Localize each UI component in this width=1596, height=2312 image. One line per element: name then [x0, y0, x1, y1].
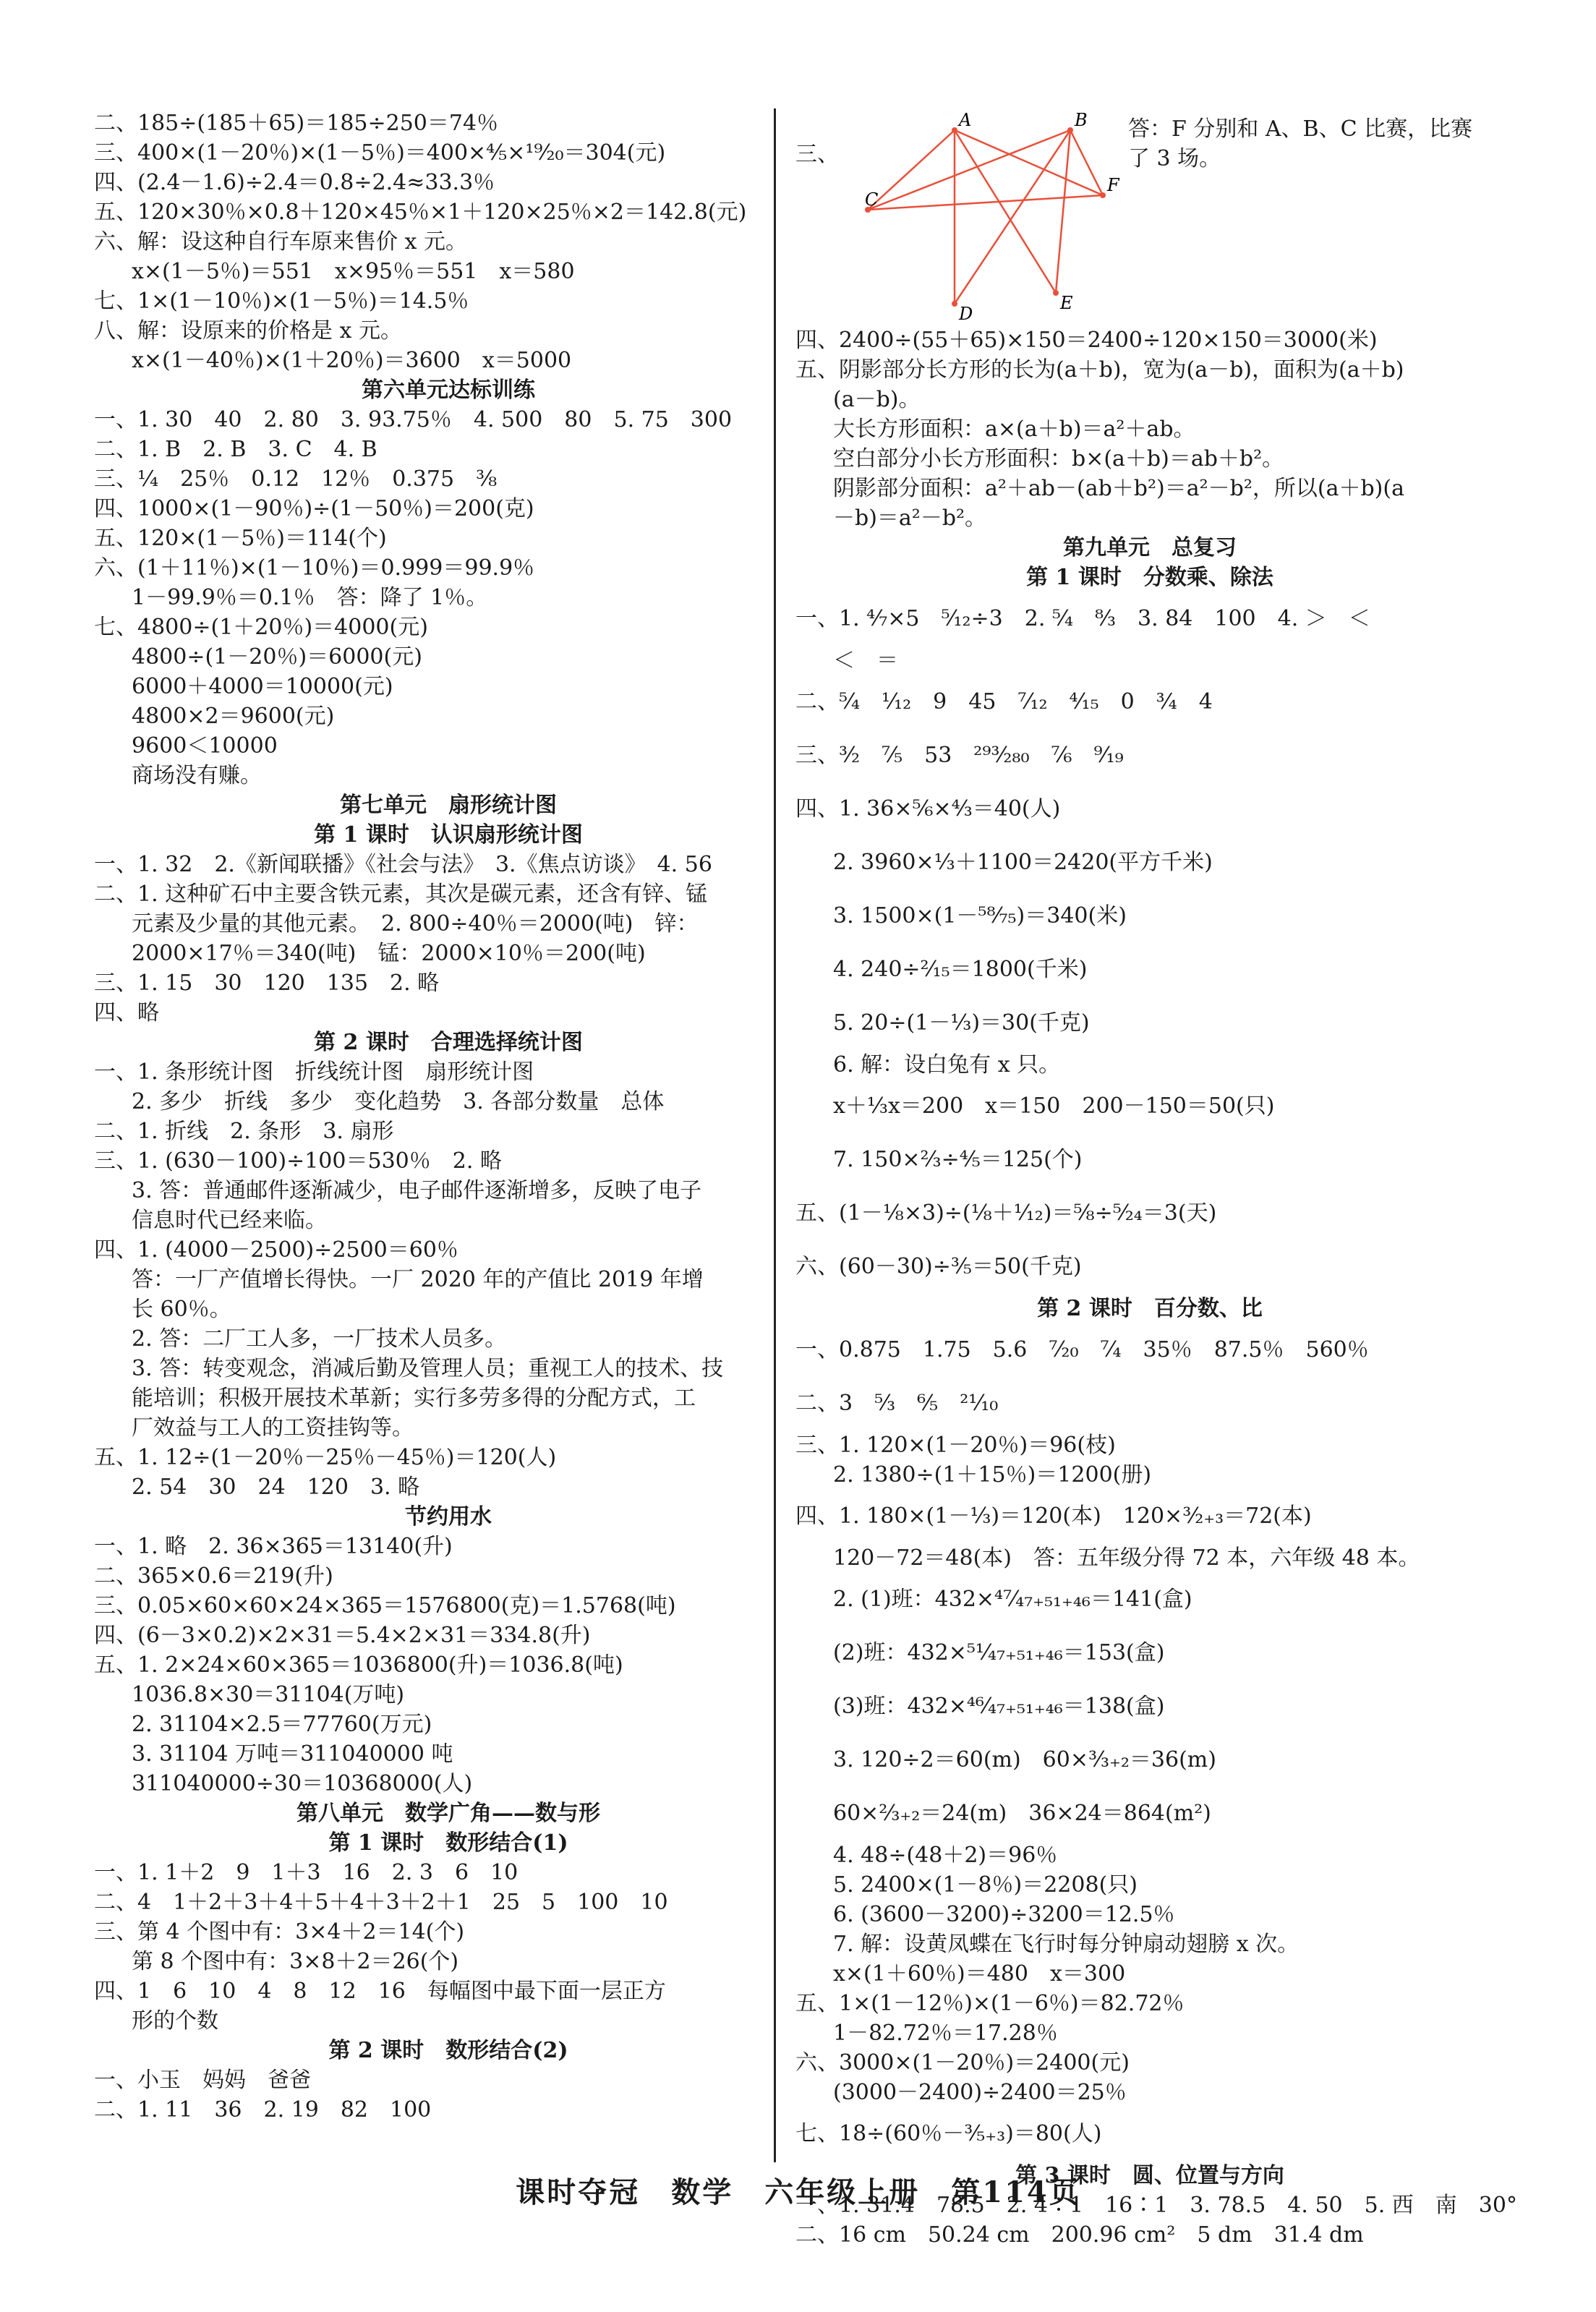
graph-node-label: E	[1060, 293, 1073, 313]
answer-line: 七、18÷(60％－³⁄₅₊₃)＝80(人)	[795, 2121, 1102, 2146]
answer-line: 4. 240÷²⁄₁₅＝1800(千米)	[833, 957, 1088, 982]
answer-line: 4800×2＝9600(元)	[132, 704, 335, 729]
answer-line: 7. 解：设黄凤蝶在飞行时每分钟扇动翅膀 x 次。	[833, 1932, 1300, 1957]
answer-line: 三、1. 120×(1－20％)＝96(枝)	[795, 1433, 1116, 1458]
answer-line: 五、1×(1－12％)×(1－6％)＝82.72％	[795, 1991, 1185, 2016]
answer-line: 三、400×(1－20％)×(1－5％)＝400×⁴⁄₅×¹⁹⁄₂₀＝304(元)	[94, 140, 666, 166]
answer-line: 能培训；积极开展技术革新；实行多劳多得的分配方式，工	[132, 1386, 696, 1411]
answer-line: 二、16 cm 50.24 cm 200.96 cm² 5 dm 31.4 dm	[795, 2222, 1364, 2248]
answer-line: 5. 20÷(1－⅓)＝30(千克)	[833, 1010, 1090, 1036]
answer-line: (a－b)。	[833, 387, 921, 412]
answer-line: 阴影部分面积：a²＋ab－(ab＋b²)＝a²－b²，所以(a＋b)(a	[833, 476, 1404, 501]
section-heading: 节约用水	[405, 1504, 492, 1530]
answer-line: 2. 多少 折线 多少 变化趋势 3. 各部分数量 总体	[132, 1089, 665, 1114]
answer-line: 60×²⁄₃₊₂＝24(m) 36×24＝864(m²)	[833, 1801, 1211, 1826]
answer-line: 三、0.05×60×60×24×365＝1576800(克)＝1.5768(吨)	[94, 1593, 676, 1618]
graph-block	[795, 108, 1504, 325]
answer-line: 六、3000×(1－20％)＝2400(元)	[795, 2050, 1130, 2076]
graph-node-E	[1053, 290, 1059, 296]
column-divider	[774, 108, 776, 2162]
answer-line: 一、1. ⁴⁄₇×5 ⁵⁄₁₂÷3 2. ⁵⁄₄ ⁸⁄₃ 3. 84 100 4. ＞ ＜	[795, 606, 1370, 631]
answer-line: x×(1－5％)＝551 x×95％＝551 x＝580	[132, 259, 575, 284]
graph-node-D	[952, 301, 957, 307]
section-heading: 第七单元 扇形统计图	[340, 793, 557, 818]
answer-line: 四、1000×(1－90％)÷(1－50％)＝200(克)	[94, 496, 534, 521]
answer-line: 6000＋4000＝10000(元)	[132, 674, 393, 699]
answer-line: 四、1 6 10 4 8 12 16 每幅图中最下面一层正方	[94, 1979, 666, 2004]
answer-line: 4800÷(1－20％)＝6000(元)	[132, 644, 422, 670]
graph-edge-BF	[1070, 130, 1103, 195]
answer-line: 五、120×(1－5％)＝114(个)	[94, 526, 387, 551]
answer-line: 七、1×(1－10％)×(1－5％)＝14.5％	[94, 289, 469, 314]
answer-line: 六、(60－30)÷⅗＝50(千克)	[795, 1254, 1082, 1279]
answer-line: 二、⁵⁄₄ ¹⁄₁₂ 9 45 ⁷⁄₁₂ ⁴⁄₁₅ 0 ¾ 4	[795, 689, 1213, 714]
answer-line: 2. 54 30 24 120 3. 略	[132, 1475, 420, 1500]
answer-line: 二、1. 这种矿石中主要含铁元素，其次是碳元素，还含有锌、锰	[94, 882, 708, 907]
graph-node-A	[952, 127, 957, 133]
answer-line: 一、1. 略 2. 36×365＝13140(升)	[94, 1534, 453, 1559]
section-heading: 第八单元 数学广角——数与形	[296, 1801, 600, 1826]
right-column	[795, 108, 1517, 2250]
answer-line: 五、1. 12÷(1－20％－25％－45％)＝120(人)	[94, 1445, 557, 1470]
answer-line: (3000－2400)÷2400＝25％	[833, 2080, 1127, 2105]
answer-line: 四、1. 180×(1－⅓)＝120(本) 120×³⁄₂₊₃＝72(本)	[795, 1503, 1312, 1529]
answer-line: 一、0.875 1.75 5.6 ⁷⁄₂₀ ⁷⁄₄ 35％ 87.5％ 560％	[795, 1337, 1369, 1362]
section-heading: 第 3 课时 圆、位置与方向	[1015, 2163, 1284, 2188]
answer-line: x×(1＋60％)＝480 x＝300	[833, 1961, 1126, 1987]
section-heading: 第 1 课时 数形结合(1)	[328, 1830, 568, 1856]
answer-line: 3. 31104 万吨＝311040000 吨	[132, 1741, 453, 1767]
answer-line: 二、4 1＋2＋3＋4＋5＋4＋3＋2＋1 25 5 100 10	[94, 1890, 668, 1915]
answer-line: 4. 48÷(48＋2)＝96％	[833, 1843, 1058, 1868]
answer-line: 9600＜10000	[132, 733, 278, 759]
answer-line: 四、(2.4－1.6)÷2.4＝0.8÷2.4≈33.3％	[94, 170, 495, 195]
answer-line: 3. 120÷2＝60(m) 60×³⁄₃₊₂＝36(m)	[833, 1747, 1216, 1773]
section-heading: 第九单元 总复习	[1063, 535, 1237, 560]
right-lines	[795, 325, 1517, 2250]
answer-line: 2. (1)班：432×⁴⁷⁄₄₇₊₅₁₊₄₆＝141(盒)	[833, 1587, 1192, 1612]
graph-node-label: B	[1075, 110, 1088, 130]
answer-line: 四、1. (4000－2500)÷2500＝60％	[94, 1237, 458, 1263]
answer-line: 商场没有赚。	[132, 763, 262, 788]
answer-line: 六、解：设这种自行车原来售价 x 元。	[94, 229, 467, 255]
graph-edge-BC	[868, 130, 1070, 210]
answer-line: 三、³⁄₂ ⁷⁄₅ 53 ²⁹³⁄₂₈₀ ⁷⁄₆ ⁹⁄₁₉	[795, 743, 1124, 768]
section-heading: 第 2 课时 百分数、比	[1037, 1296, 1263, 1321]
answer-line: (3)班：432×⁴⁶⁄₄₇₊₅₁₊₄₆＝138(盒)	[833, 1694, 1165, 1719]
answer-line: 二、1. 11 36 2. 19 82 100	[94, 2097, 432, 2123]
page-footer: 课时夺冠 数学 六年级上册 第114页	[516, 2175, 1080, 2209]
answer-line: 四、(6－3×0.2)×2×31＝5.4×2×31＝334.8(升)	[94, 1623, 591, 1648]
answer-line: 七、4800÷(1＋20％)＝4000(元)	[94, 615, 428, 640]
graph-edge-AC	[868, 130, 955, 210]
answer-line: 五、阴影部分长方形的长为(a＋b)，宽为(a－b)，面积为(a＋b)	[795, 357, 1404, 383]
answer-line: 第 8 个图中有：3×8＋2＝26(个)	[132, 1949, 459, 1974]
answer-line: 大长方形面积：a×(a＋b)＝a²＋ab。	[833, 417, 1195, 442]
graph-node-label: A	[959, 110, 972, 130]
section-heading: 第 2 课时 合理选择统计图	[314, 1030, 583, 1055]
answer-line: 厂效益与工人的工资挂钩等。	[132, 1415, 414, 1441]
graph-edge-EB	[1056, 130, 1070, 293]
answer-line: 6. 解：设白兔有 x 只。	[833, 1052, 1061, 1078]
answer-line: 五、120×30％×0.8＋120×45％×1＋120×25％×2＝142.8(元)	[94, 200, 747, 225]
answer-line: 一、1. 1＋2 9 1＋3 16 2. 3 6 10	[94, 1860, 519, 1885]
answer-line: 六、(1＋11％)×(1－10％)＝0.999＝99.9％	[94, 555, 535, 581]
section-heading: 第 1 课时 分数乘、除法	[1026, 565, 1273, 590]
answer-line: 2. 3960×⅓＋1100＝2420(平方千米)	[833, 850, 1213, 875]
answer-line: 1－82.72％＝17.28％	[833, 2021, 1058, 2046]
answer-line: 5. 2400×(1－8％)＝2208(只)	[833, 1872, 1138, 1898]
answer-line: 1036.8×30＝31104(万吨)	[132, 1682, 405, 1707]
answer-line: 二、185÷(185＋65)＝185÷250＝74％	[94, 111, 499, 136]
answer-line: 三、¼ 25％ 0.12 12％ 0.375 ⅜	[94, 466, 498, 492]
answer-line: 空白部分小长方形面积：b×(a＋b)＝ab＋b²。	[833, 446, 1284, 472]
answer-line: 311040000÷30＝10368000(人)	[132, 1771, 473, 1796]
answer-line: 四、2400÷(55＋65)×150＝2400÷120×150＝3000(米)	[795, 328, 1378, 353]
answer-line: 二、1. 折线 2. 条形 3. 扇形	[94, 1119, 394, 1144]
answer-line: 三、1. (630－100)÷100＝530％ 2. 略	[94, 1148, 502, 1174]
answer-line: 2. 答：二厂工人多，一厂技术人员多。	[132, 1326, 507, 1352]
answer-line: 6. (3600－3200)÷3200＝12.5％	[833, 1902, 1175, 1927]
answer-line: 3. 答：转变观念，消减后勤及管理人员；重视工人的技术、技	[132, 1356, 724, 1381]
answer-line: 八、解：设原来的价格是 x 元。	[94, 318, 402, 344]
graph-node-label: C	[865, 189, 879, 210]
graph-node-B	[1067, 127, 1073, 133]
answer-line: ＜ ＝	[833, 648, 898, 673]
answer-line: 2000×17％＝340(吨) 锰：2000×10％＝200(吨)	[132, 941, 646, 966]
graph-edge-CF	[868, 195, 1103, 210]
answer-line: (2)班：432×⁵¹⁄₄₇₊₅₁₊₄₆＝153(盒)	[833, 1640, 1165, 1665]
graph-node-label: F	[1107, 175, 1119, 195]
answer-line: 一、小玉 妈妈 爸爸	[94, 2068, 311, 2093]
graph-answer: 答：F 分别和 A、B、C 比赛，比赛了 3 场。	[1128, 116, 1473, 171]
answer-line: 120－72＝48(本) 答：五年级分得 72 本，六年级 48 本。	[833, 1545, 1420, 1571]
answer-line: 信息时代已经来临。	[132, 1208, 327, 1233]
left-column	[94, 108, 803, 2125]
section-heading: 第 2 课时 数形结合(2)	[328, 2038, 568, 2063]
answer-line: 2. 31104×2.5＝77760(万元)	[132, 1712, 432, 1737]
graph-question-label: 三、	[795, 142, 839, 167]
answer-line: 一、1. 条形统计图 折线统计图 扇形统计图	[94, 1059, 534, 1085]
answer-line: 7. 150×⅔÷⁴⁄₅＝125(个)	[833, 1147, 1083, 1172]
answer-line: 3. 1500×(1－⁵⁸⁄₇₅)＝340(米)	[833, 903, 1127, 929]
section-heading: 第六单元达标训练	[362, 377, 535, 403]
answer-line: 一、1. 32 2.《新闻联播》《社会与法》 3.《焦点访谈》 4. 56	[94, 852, 712, 877]
graph-edge-AF	[955, 130, 1103, 195]
answer-line: 二、1. B 2. B 3. C 4. B	[94, 437, 377, 462]
answer-line: 三、1. 15 30 120 135 2. 略	[94, 971, 440, 996]
answer-line: 一、1. 30 40 2. 80 3. 93.75％ 4. 500 80 5. 75 300	[94, 407, 733, 432]
answer-line: 五、(1－⅛×3)÷(⅛＋¹⁄₁₂)＝⅝÷⁵⁄₂₄＝3(天)	[795, 1200, 1217, 1226]
answer-line: 五、1. 2×24×60×365＝1036800(升)＝1036.8(吨)	[94, 1652, 623, 1678]
answer-line: 2. 1380÷(1＋15％)＝1200(册)	[833, 1462, 1152, 1488]
answer-line: 形的个数	[132, 2008, 218, 2034]
answer-line: 三、第 4 个图中有：3×4＋2＝14(个)	[94, 1919, 465, 1945]
answer-line: 长 60％。	[132, 1297, 231, 1322]
graph-node-F	[1100, 192, 1106, 198]
answer-line: 答：一厂产值增长得快。一厂 2020 年的产值比 2019 年增	[132, 1267, 704, 1292]
match-graph-diagram	[853, 108, 1119, 324]
answer-line: x＋⅓x＝200 x＝150 200－150＝50(只)	[833, 1093, 1275, 1119]
answer-line: 四、略	[94, 1000, 159, 1025]
answer-line: x×(1－40％)×(1＋20％)＝3600 x＝5000	[132, 348, 572, 373]
answer-line: －b)＝a²－b²。	[833, 506, 987, 531]
section-heading: 第 1 课时 认识扇形统计图	[314, 822, 583, 848]
answer-line: 3. 答：普通邮件逐渐减少，电子邮件逐渐增多，反映了电子	[132, 1178, 702, 1203]
answer-line: 元素及少量的其他元素。 2. 800÷40％＝2000(吨) 锌：	[132, 911, 699, 937]
answer-line: 二、3 ⁵⁄₃ ⁶⁄₅ ²¹⁄₁₀	[795, 1391, 999, 1416]
answer-line: 1－99.9％＝0.1％ 答：降了 1％。	[132, 585, 488, 610]
answer-line: 二、365×0.6＝219(升)	[94, 1564, 333, 1589]
graph-edge-AE	[955, 130, 1056, 293]
answer-line: 一、1. 31.4 78.5 2. 4∶1 16∶1 3. 78.5 4. 50 5. 西 南 30°	[795, 2193, 1517, 2218]
answer-line: 四、1. 36×⁵⁄₆×⁴⁄₃＝40(人)	[795, 796, 1061, 822]
graph-node-label: D	[959, 304, 973, 324]
